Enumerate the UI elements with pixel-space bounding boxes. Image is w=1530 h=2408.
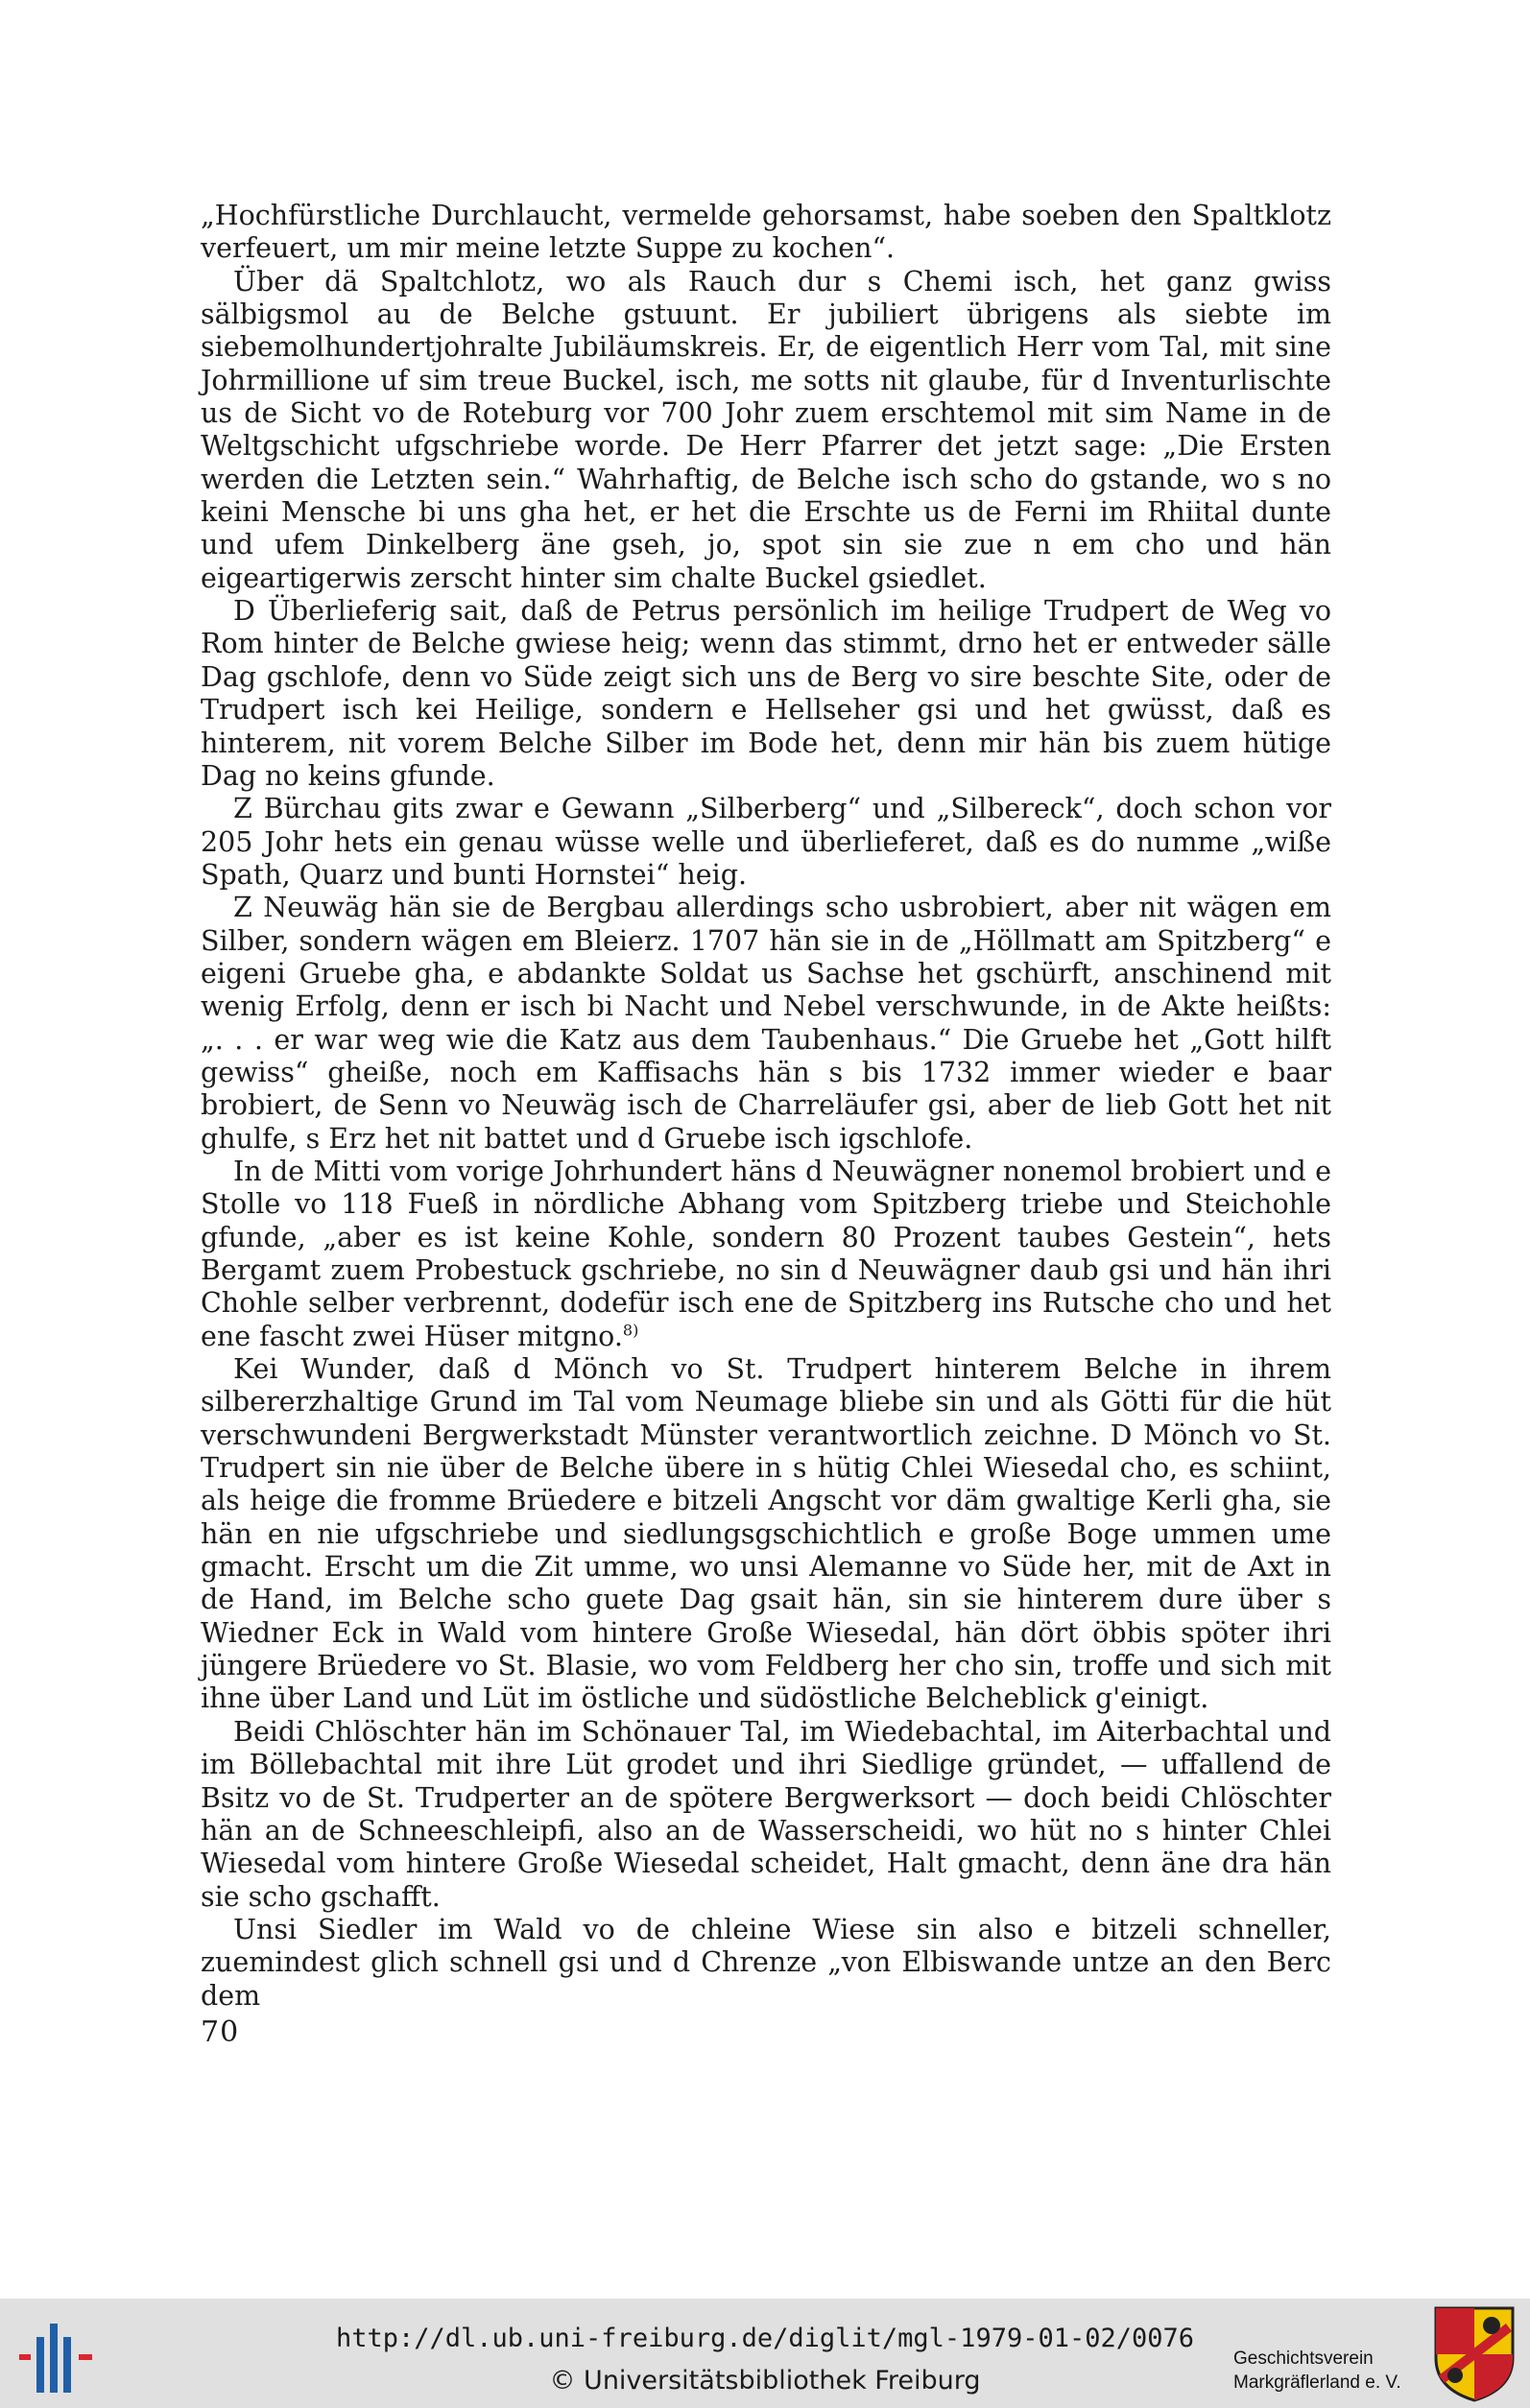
paragraph: „Hochfürstliche Durchlaucht, vermelde gehorsamst, habe soeben den Spaltklotz verfeuert, um mir meine letzte Suppe zu kochen“. [201, 200, 1331, 265]
society-crest-icon[interactable] [1432, 2304, 1517, 2402]
paragraph: Z Neuwäg hän sie de Bergbau allerdings scho usbrobiert, aber nit wägen em Silber, sondern wägen em Bleierz. 1707 hän sie in de „Höllmatt am Spitzberg“ e eigeni Gruebe gha, e abdankte Soldat us Sachse het gschürft, anschinend mit wenig Erfolg, denn er isch bi Nacht und Nebel verschwunde, in de Akte heißts: „. . . er war weg wie die Katz aus dem Taubenhaus.“ Die Gruebe het „Gott hilft gewiss“ gheiße, noch em Kaffisachs hän s bis 1732 immer wieder e baar brobiert, de Senn vo Neuwäg isch de Charreläufer gsi, aber de lieb Gott het nit ghulfe, s Erz het nit battet und d Gruebe isch igschlofe. [201, 892, 1331, 1155]
paragraph: Beidi Chlöschter hän im Schönauer Tal, im Wiedebachtal, im Aiterbachtal und im Böllebachtal mit ihre Lüt grodet und ihri Siedlige gründet, — uffallend de Bsitz vo de St. Trudperter an de spötere Bergwerksort — doch beidi Chlöschter hän an de Schneeschleipfi, also an de Wasserscheidi, wo hüt no s hinter Chlei Wiesedal vom hintere Große Wiesedal scheidet, Halt gmacht, denn äne dra hän sie scho gschafft. [201, 1715, 1331, 1913]
copyright-notice: © Universitätsbibliothek Freiburg [549, 2366, 981, 2396]
body-text [201, 200, 1331, 2013]
society-name-line: Geschichtsverein [1233, 2348, 1374, 2369]
page-number: 70 [201, 2015, 240, 2049]
paragraph-with-footnote [201, 1156, 1331, 1353]
paragraph: Z Bürchau gits zwar e Gewann „Silberberg“ und „Silbereck“, doch schon vor 205 Johr hets ein genau wüsse welle und überlieferet, daß es do numme „wiße Spath, Quarz und bunti Hornstei“ heig. [201, 793, 1331, 891]
society-name[interactable] [1233, 2347, 1425, 2395]
document-url[interactable]: http://dl.ub.uni-freiburg.de/diglit/mgl-1979-01-02/0076 [335, 2324, 1195, 2353]
society-name-line: Markgräflerland e. V. [1233, 2372, 1401, 2393]
paragraph: Über dä Spaltchlotz, wo als Rauch dur s Chemi isch, het ganz gwiss sälbigsmol au de Belche gstuunt. Er jubiliert übrigens als siebte im siebemolhundertjohralte Jubiläumskreis. Er, de eigentlich Herr vom Tal, mit sine Johrmillione uf sim treue Buckel, isch, me sotts nit glaube, für d Inventurlischte us de Sicht vo de Roteburg vor 700 Johr zuem erschtemol mit sim Name in de Weltgschicht ufgschriebe worde. De Herr Pfarrer det jetzt sage: „Die Ersten werden die Letzten sein.“ Wahrhaftig, de Belche isch scho do gstande, wo s no keini Mensche bi uns gha het, er het die Erschte us de Ferni im Rhiital dunte und ufem Dinkelberg äne gseh, jo, spot sin sie zue n em cho und hän eigeartigerwis zerscht hinter sim chalte Buckel gsiedlet. [201, 265, 1331, 594]
paragraph: Kei Wunder, daß d Mönch vo St. Trudpert hinterem Belche in ihrem silbererzhaltige Grund im Tal vom Neumage bliebe sin und als Götti für die hüt verschwundeni Bergwerkstadt Münster verantwortlich zeichne. D Mönch vo St. Trudpert sin nie über de Belche übere in s hütig Chlei Wiesedal cho, es schiint, als heige die fromme Brüedere e bitzeli Angscht vor däm gwaltige Kerli gha, sie hän en nie ufgschriebe und siedlungsgschichtlich e große Boge ummen ume gmacht. Erscht um die Zit umme, wo unsi Alemanne vo Süde her, mit de Axt in de Hand, im Belche scho guete Dag gsait hän, sin sie hinterem dure über s Wiedner Eck in Wald vom hintere Große Wiesedal, hän dört öbbis spöter ihri jüngere Brüedere vo St. Blasie, wo vom Feldberg her cho sin, troffe und sich mit ihne über Land und Lüt im östliche und südöstliche Belcheblick g'einigt. [201, 1353, 1331, 1715]
paragraph: D Überlieferig sait, daß de Petrus persönlich im heilige Trudpert de Weg vo Rom hinter de Belche gwiese heig; wenn das stimmt, drno het er entweder sälle Dag gschlofe, denn vo Süde zeigt sich uns de Berg vo sire beschte Site, oder de Trudpert isch kei Heilige, sondern e Hellseher gsi und het gwüsst, daß es hinterem, nit vorem Belche Silber im Bode het, denn mir hän bis zuem hütige Dag no keins gfunde. [201, 595, 1331, 792]
footer-bar [0, 2299, 1530, 2408]
footnote-marker[interactable]: 8) [622, 1321, 639, 1340]
paragraph-text: In de Mitti vom vorige Johrhundert häns d Neuwägner nonemol brobiert und e Stolle vo 118 Fueß in nördliche Abhang vom Spitzberg triebe und Steichohle gfunde, „aber es ist keine Kohle, sondern 80 Prozent taubes Gestein“, hets Bergamt zuem Probestuck gschriebe, no sin d Neuwägner daub gsi und hän ihri Chohle selber verbrennt, dodefür isch ene de Spitzberg ins Rutsche cho und het ene fascht zwei Hüser mitgno. [201, 1155, 1331, 1352]
paragraph: Unsi Siedler im Wald vo de chleine Wiese sin also e bitzeli schneller, zuemindest glich schnell gsi und d Chrenze „von Elbiswande untze an den Berc dem [201, 1913, 1331, 2012]
